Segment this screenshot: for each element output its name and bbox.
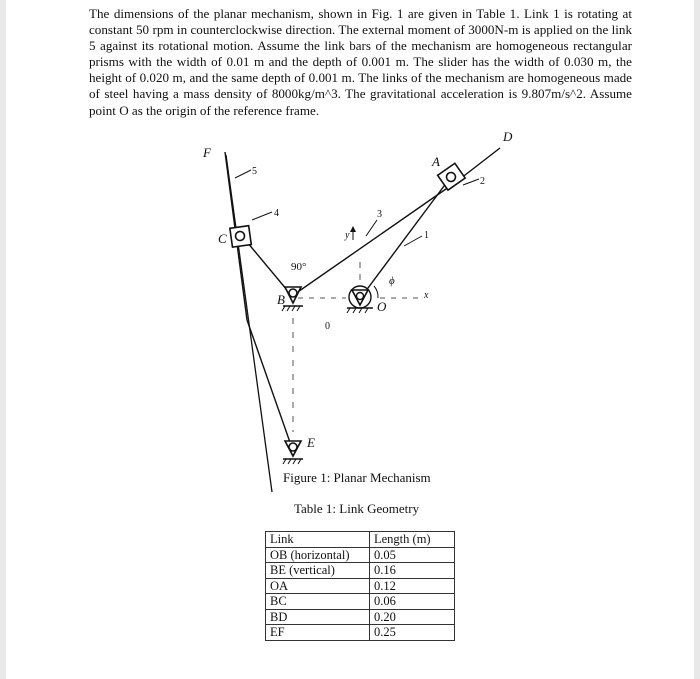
- cell-length: 0.06: [370, 594, 455, 610]
- label-o: O: [377, 299, 387, 314]
- cell-length: 0.12: [370, 578, 455, 594]
- slider-a: [438, 163, 466, 190]
- table-row: [266, 609, 455, 625]
- label-link-5: 5: [252, 166, 257, 177]
- label-d: D: [503, 129, 513, 144]
- table-row: [266, 594, 455, 610]
- label-f: F: [203, 145, 211, 160]
- table-row: [266, 563, 455, 579]
- header-length: Length (m): [370, 532, 455, 548]
- link-1-bar: [362, 178, 450, 296]
- label-link-1: 1: [424, 230, 429, 241]
- label-link-0: 0: [325, 321, 330, 332]
- cell-length: 0.25: [370, 625, 455, 641]
- table-row: [266, 578, 455, 594]
- label-link-2: 2: [480, 176, 485, 187]
- label-c: C: [218, 231, 227, 246]
- cell-link: OB (horizontal): [266, 547, 370, 563]
- cell-length: 0.16: [370, 563, 455, 579]
- label-y: y: [345, 230, 350, 241]
- cell-link: EF: [266, 625, 370, 641]
- label-phi: ϕ: [389, 275, 395, 287]
- label-link-4: 4: [274, 208, 279, 219]
- label-e: E: [307, 435, 315, 450]
- table-title: Table 1: Link Geometry: [294, 501, 420, 516]
- cell-link: BC: [266, 594, 370, 610]
- table-header-row: [266, 532, 455, 548]
- cell-length: 0.05: [370, 547, 455, 563]
- ground-pivot-b: [282, 287, 303, 311]
- table-row: [266, 625, 455, 641]
- cell-link: OA: [266, 578, 370, 594]
- ground-pivot-e: [283, 441, 303, 464]
- cell-length: 0.20: [370, 609, 455, 625]
- problem-statement: The dimensions of the planar mechanism, shown in Fig. 1 are given in Table 1. Link 1 is rotating at constant 50 rpm in counterclockwise direction. The external moment of 3000N-m is applied on the link 5 against its rotational motion. Assume the link bars of the mechanism are homogeneous rectangular prisms with the width of 0.01 m and the depth of 0.001 m. The slider has the width of 0.030 m, the height of 0.020 m, and the same depth of 0.001 m. The links of the mechanism are homogeneous made of steel having a mass density of 8000kg/m^3. The gravitational acceleration is 9.807m/s^2. Assume point O as the origin of the reference frame.: [89, 6, 632, 118]
- header-link: Link: [266, 532, 370, 548]
- label-b: B: [277, 292, 285, 307]
- table-row: [266, 547, 455, 563]
- cell-link: BD: [266, 609, 370, 625]
- link-4-bar: [242, 148, 500, 296]
- cell-link: BE (vertical): [266, 563, 370, 579]
- figure-caption: Figure 1: Planar Mechanism: [283, 470, 431, 485]
- label-a: A: [432, 154, 440, 169]
- slider-c: [230, 226, 251, 247]
- label-link-3: 3: [377, 209, 382, 220]
- ground-pivot-o: [347, 286, 373, 313]
- link-geometry-table: [265, 531, 455, 641]
- label-angle-90: 90°: [291, 261, 307, 273]
- label-x: x: [424, 290, 429, 301]
